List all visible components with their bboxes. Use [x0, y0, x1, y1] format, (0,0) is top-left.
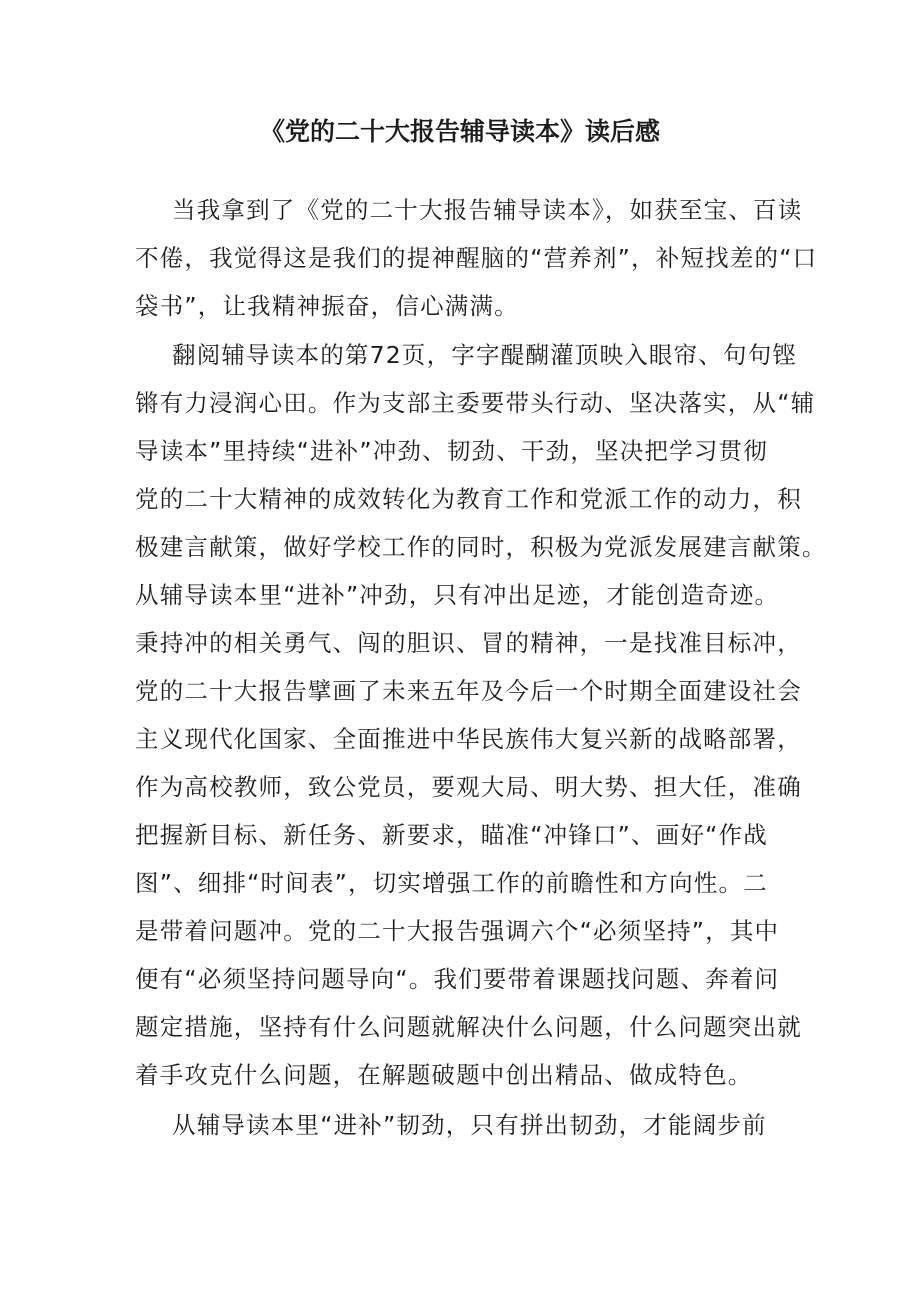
paragraph-line: 图”、细排“时间表”，切实增强工作的前瞻性和方向性。二	[135, 869, 768, 897]
paragraph-line: 锵有力浸润心田。作为支部主委要带头行动、坚决落实，从“辅	[135, 389, 816, 417]
paragraph-line: 作为高校教师，致公党员，要观大局、明大势、担大任，准确	[135, 773, 802, 801]
paragraph-line: 题定措施，坚持有什么问题就解决什么问题，什么问题突出就	[135, 1013, 802, 1041]
paragraph-line: 党的二十大报告擘画了未来五年及今后一个时期全面建设社会	[135, 677, 802, 705]
paragraph-line: 秉持冲的相关勇气、闯的胆识、冒的精神，一是找准目标冲，	[135, 629, 802, 657]
paragraph-line: 极建言献策，做好学校工作的同时，积极为党派发展建言献策。	[135, 533, 827, 561]
paragraph-line: 便有“必须坚持问题导向“。我们要带着课题找问题、奔着问	[135, 965, 780, 993]
paragraph-line: 把握新目标、新任务、新要求，瞄准“冲锋口”、画好“作战	[135, 821, 768, 849]
paragraph-line: 从辅导读本里“进补”韧劲，只有拼出韧劲，才能阔步前	[172, 1111, 767, 1139]
paragraph-line: 是带着问题冲。党的二十大报告强调六个“必须坚持”，其中	[135, 917, 780, 945]
paragraph-line: 袋书”，让我精神振奋，信心满满。	[135, 292, 519, 320]
paragraph-line: 从辅导读本里“进补”冲劲，只有冲出足迹，才能创造奇迹。	[135, 581, 780, 609]
paragraph-line: 当我拿到了《党的二十大报告辅导读本》，如获至宝、百读	[172, 196, 803, 224]
paragraph-line: 主义现代化国家、全面推进中华民族伟大复兴新的战略部署，	[135, 725, 802, 753]
paragraph-line: 党的二十大精神的成效转化为教育工作和党派工作的动力，积	[135, 485, 802, 513]
paragraph-line: 导读本”里持续“进补”冲劲、韧劲、干劲，坚决把学习贯彻	[135, 437, 768, 465]
paragraph-line: 不倦，我觉得这是我们的提神醒脑的“营养剂”，补短找差的“口	[135, 244, 818, 272]
paragraph-line: 着手攻克什么问题，在解题破题中创出精品、做成特色。	[135, 1061, 753, 1089]
document-title: 《党的二十大报告辅导读本》读后感	[259, 117, 660, 146]
paragraph-line: 翻阅辅导读本的第72页，字字醍醐灌顶映入眼帘、句句铿	[172, 341, 798, 369]
